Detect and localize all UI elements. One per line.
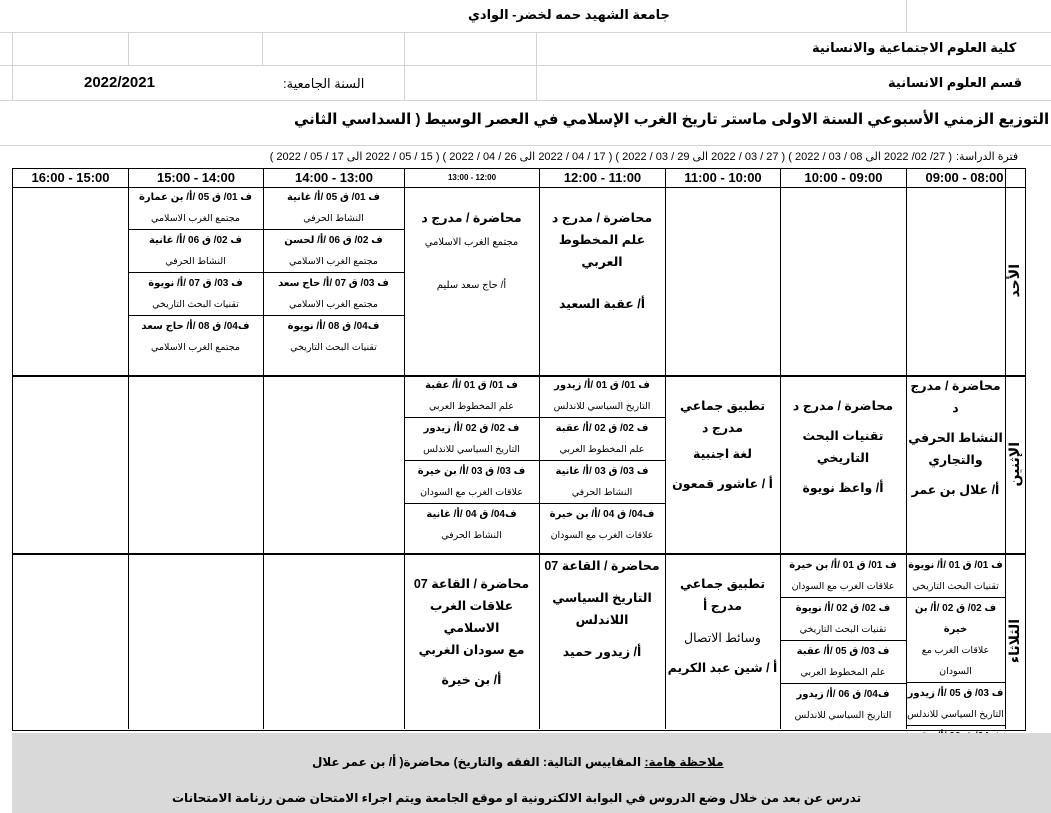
- day-label-sunday: الأحد: [1006, 264, 1022, 298]
- university-name: جامعة الشهيد حمه لخضر- الوادي: [468, 7, 670, 22]
- group-entry: ف 01/ ق 05 /أ/ غانية النشاط الحرفي: [263, 187, 404, 230]
- gridline: [128, 32, 129, 65]
- period-label: فترة الدراسة:: [956, 151, 1019, 163]
- slot-header: 13:00 - 12:00: [404, 169, 539, 187]
- schedule-title: التوزيع الزمني الأسبوعي السنة الاولى ماستر تاريخ الغرب الإسلامي في العصر الوسيط ( السداسي الثاني: [294, 111, 1050, 128]
- year-label: السنة الجامعية:: [283, 76, 365, 91]
- group-entry: ف04/ ق 04 /أ/ بن خيرة علاقات الغرب مع السودان: [549, 509, 655, 541]
- gridline: [0, 65, 1051, 66]
- slot-header: 14:00 - 13:00: [263, 169, 404, 187]
- faculty-name: كلية العلوم الاجتماعية والانسانية: [812, 40, 1017, 55]
- lecture-cell: محاضرة / القاعة 07 علاقات الغرب الاسلامي مع سودان الغربي أ/ بن خيرة: [413, 577, 530, 687]
- day-label-monday: الإثنين: [1006, 442, 1022, 487]
- group-entry: ف 03/ ق 05 /أ/ عقبة علم المخطوط العربي: [780, 641, 906, 684]
- slot-header: 11:00 - 10:00: [665, 169, 780, 187]
- groups-cell: [780, 555, 906, 726]
- group-entry: ف 03/ ق 03 /أ/ بن خيرة علاقات الغرب مع السودان: [404, 461, 539, 504]
- group-entry: ف 03/ ق 05 /أ/ زيدور التاريخ السياسي للاندلس: [906, 683, 1005, 726]
- lecture-cell: محاضرة / مدرج د علم المخطوط العربي أ/ عقبة السعيد: [551, 211, 653, 311]
- groups-cell: [128, 187, 263, 358]
- group-entry: ف 03/ ق 07 /أ/ نويوة تقنيات البحث التاريخي: [128, 273, 263, 316]
- group-entry: ف 02/ ق 02 /أ/ زيدور التاريخ السياسي للاندلس: [404, 418, 539, 461]
- time-header-row: [13, 169, 1025, 188]
- lecture-cell: محاضرة / مدرج د تقنيات البحث التاريخي أ/ واعظ نويوة: [792, 399, 894, 495]
- gridline: [404, 32, 405, 100]
- group-entry: ف 02/ ق 02 /أ/ نويوة تقنيات البحث التاريخي: [780, 598, 906, 641]
- lecture-cell: محاضرة / مدرج د النشاط الحرفي والتجاري أ/ علال بن عمر: [908, 379, 1003, 497]
- group-entry: ف 01/ ق 01 /أ/ نويوة تقنيات البحث التاريخي: [906, 555, 1005, 598]
- period-dates: ( 27/ 02/ 2022 الى 08 / 03 / 2022 ) ( 27 / 03 / 2022 الى 29 / 03 / 2022 ) ( 17 / 04 / 2022 الى 26 / 04 / 2022 ) ( 15 / 05 / 2022 الى 17 / 05 / 2022 ): [269, 151, 952, 163]
- gridline: [0, 145, 1051, 146]
- group-entry: ف 01/ ق 05 /أ/ بن عمارة مجتمع الغرب الاسلامي: [128, 187, 263, 230]
- gridline: [0, 32, 1051, 33]
- group-entry: ف 02/ ق 06 /أ/ لحسن مجتمع الغرب الاسلامي: [263, 230, 404, 273]
- note-label: ملاحظة هامة:: [644, 755, 724, 769]
- groups-cell: [404, 375, 539, 546]
- group-entry: ف 02/ ق 06 /أ/ غانية النشاط الحرفي: [128, 230, 263, 273]
- gridline: [536, 32, 537, 100]
- footer-note: [12, 733, 1051, 813]
- gridline: [12, 32, 13, 100]
- lecture-cell: محاضرة / مدرج د مجتمع الغرب الاسلامي أ/ حاج سعد سليم: [421, 211, 522, 291]
- department-name: قسم العلوم الانسانية: [888, 75, 1023, 90]
- gridline: [906, 0, 907, 32]
- day-label-tuesday: الثلاثاء: [1006, 619, 1022, 664]
- group-entry: ف 03/ ق 07 /أ/ حاج سعد مجتمع الغرب الاسلامي: [263, 273, 404, 316]
- gridline: [262, 32, 263, 65]
- slot-header: 10:00 - 09:00: [780, 169, 906, 187]
- group-entry: ف04/ ق 06 /أ/ زيدور التاريخ السياسي للاندلس: [794, 689, 892, 721]
- lecture-cell: تطبيق جماعي مدرج أ وسائط الاتصال أ / شين عبد الكريم: [667, 577, 778, 675]
- gridline: [0, 100, 1051, 101]
- group-entry: ف04/ ق 08 /أ/ حاج سعد مجتمع الغرب الاسلامي: [141, 321, 250, 353]
- group-entry: ف 02/ ق 02 /أ/ بن خيرة علاقات الغرب مع السودان: [906, 598, 1005, 683]
- group-entry: ف 01/ ق 01 /أ/ عقبة علم المخطوط العربي: [404, 375, 539, 418]
- group-entry: ف 01/ ق 01 /أ/ زيدور التاريخ السياسي للاندلس: [539, 375, 665, 418]
- note-text: المقاييس التالية: الفقه والتاريخ) محاضرة( أ/ بن عمر علال: [312, 755, 642, 769]
- group-entry: ف 01/ ق 01 /أ/ بن خيرة علاقات الغرب مع السودان: [780, 555, 906, 598]
- timetable: [12, 168, 1026, 731]
- groups-cell: [263, 187, 404, 358]
- group-entry: ف04/ ق 08 /أ/ نويوة تقنيات البحث التاريخي: [287, 321, 380, 353]
- group-entry: ف 02/ ق 02 /أ/ عقبة علم المخطوط العربي: [539, 418, 665, 461]
- slot-header: 09:00 - 08:00: [906, 169, 1022, 187]
- lecture-cell: تطبيق جماعي مدرج د لغة اجنبية أ / عاشور قمعون: [672, 399, 773, 491]
- lecture-cell: محاضرة / القاعة 07 التاريخ السياسي اللاندلس أ/ زيدور حميد: [544, 559, 660, 659]
- year-value: 2022/2021: [84, 74, 155, 91]
- group-entry: ف 03/ ق 03 /أ/ غانية النشاط الحرفي: [539, 461, 665, 504]
- slot-header: 15:00 - 14:00: [128, 169, 263, 187]
- groups-cell: [539, 375, 665, 546]
- slot-header: 16:00 - 15:00: [31, 170, 110, 185]
- slot-header: 12:00 - 11:00: [539, 169, 665, 187]
- group-entry: ف04/ ق 04 /أ/ غانية النشاط الحرفي: [426, 509, 517, 541]
- note-line2: تدرس عن بعد من خلال وضع الدروس في البوابة الالكترونية او موقع الجامعة ويتم اجراء الامتحان ضمن رزنامة الامتحانات: [172, 791, 862, 805]
